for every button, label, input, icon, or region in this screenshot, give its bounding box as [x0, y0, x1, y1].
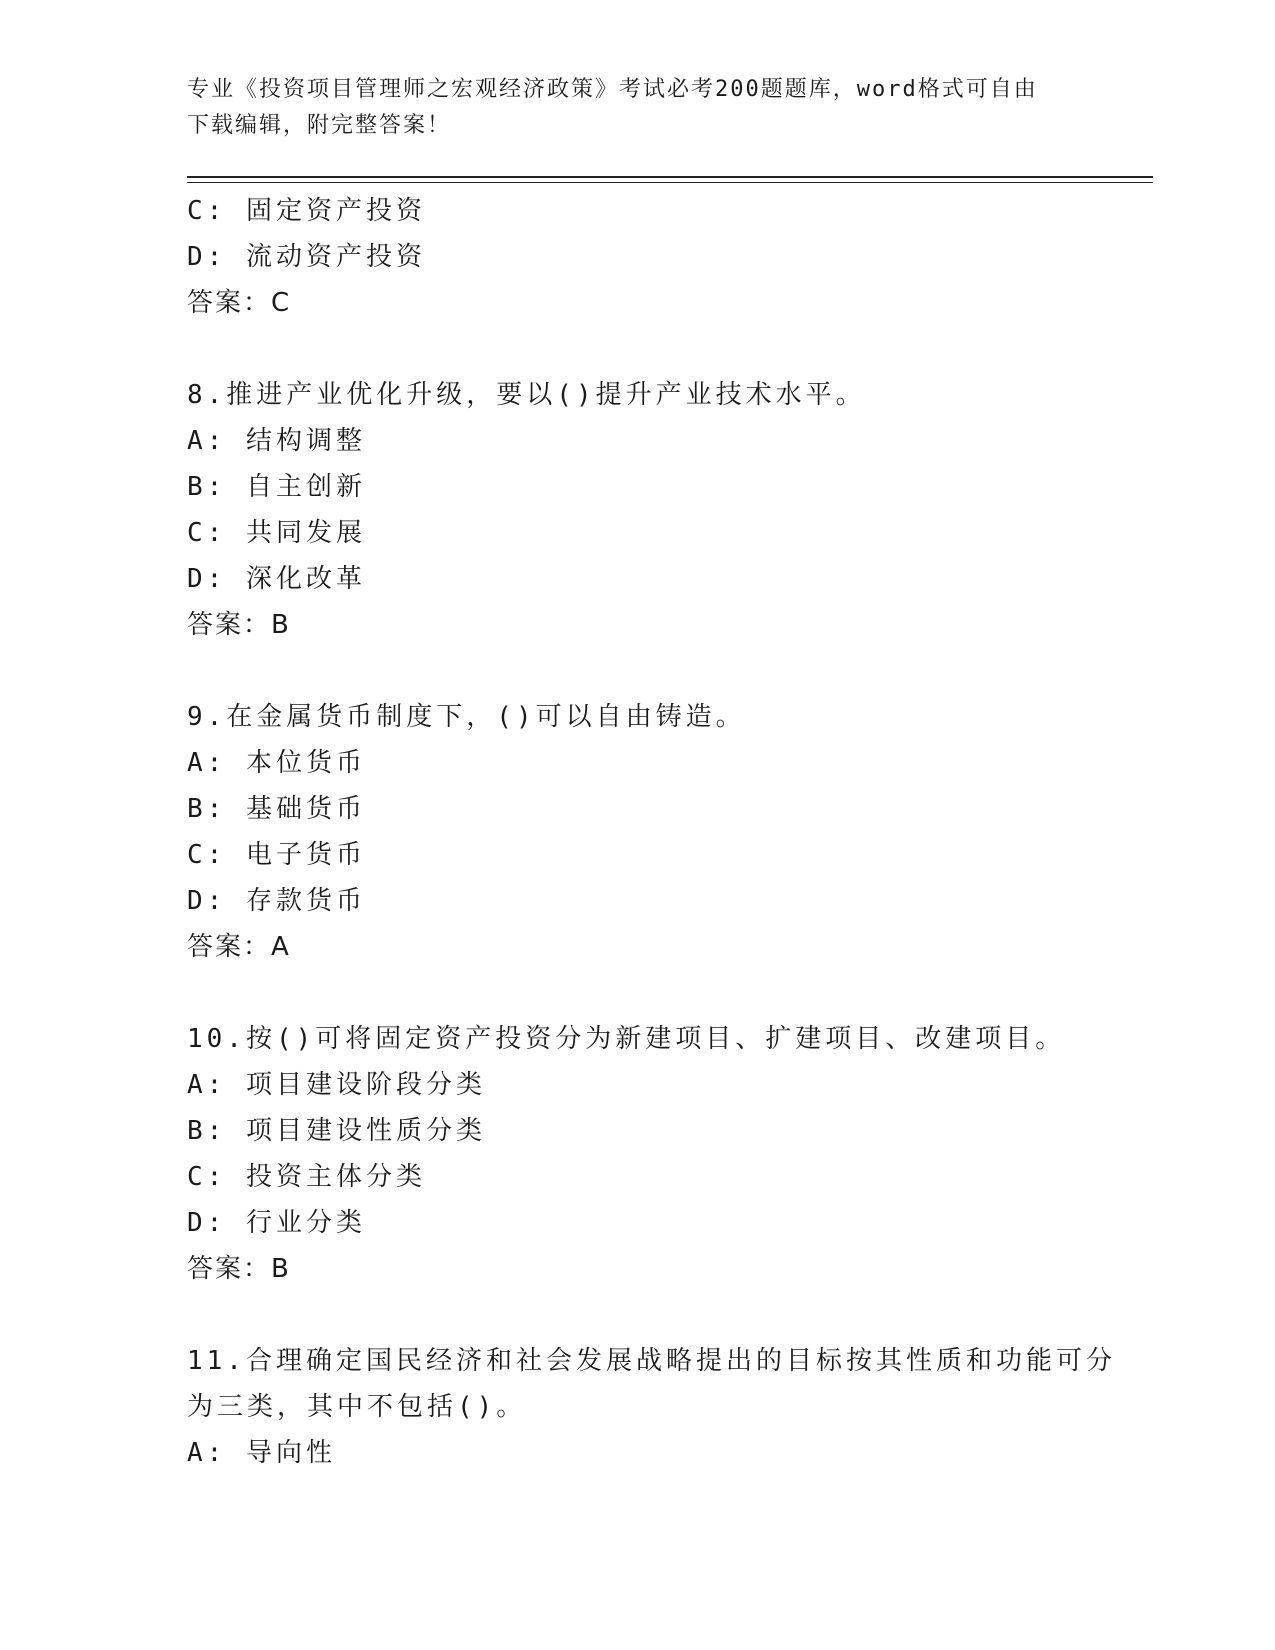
option-c: C: 电子货币: [187, 840, 366, 870]
question-11: [187, 1338, 1116, 1476]
question-text: 10.按()可将固定资产投资分为新建项目、扩建项目、改建项目。: [187, 1024, 1066, 1054]
option-a: A: 本位货币: [187, 748, 366, 778]
header-line-1: 专业《投资项目管理师之宏观经济政策》考试必考200题题库，word格式可自由: [187, 77, 1038, 102]
question-8: [187, 372, 1087, 648]
answer-line: 答案：B: [187, 610, 291, 640]
option-d: D: 深化改革: [187, 564, 366, 594]
header-divider-thin: [187, 182, 1153, 183]
header-divider-thick: [187, 176, 1153, 178]
option-c: C: 固定资产投资: [187, 196, 426, 226]
option-c: C: 投资主体分类: [187, 1162, 426, 1192]
question-list: [187, 188, 1116, 1476]
option-a: A: 项目建设阶段分类: [187, 1070, 486, 1100]
answer-line: 答案：A: [187, 932, 291, 962]
question-text-line-2: 为三类，其中不包括()。: [187, 1392, 527, 1422]
question-text: 9.在金属货币制度下，()可以自由铸造。: [187, 702, 746, 732]
option-b: B: 基础货币: [187, 794, 366, 824]
option-d: D: 存款货币: [187, 886, 366, 916]
question-text-line-1: 11.合理确定国民经济和社会发展战略提出的目标按其性质和功能可分: [187, 1346, 1116, 1376]
option-a: A: 导向性: [187, 1438, 336, 1468]
option-c: C: 共同发展: [187, 518, 366, 548]
answer-line: 答案：C: [187, 288, 292, 318]
header-line-2: 下载编辑，附完整答案！: [187, 113, 452, 138]
option-b: B: 项目建设性质分类: [187, 1116, 486, 1146]
answer-line: 答案：B: [187, 1254, 291, 1284]
question-7-continued: [187, 188, 1087, 326]
option-d: D: 流动资产投资: [187, 242, 426, 272]
option-d: D: 行业分类: [187, 1208, 366, 1238]
option-b: B: 自主创新: [187, 472, 366, 502]
option-a: A: 结构调整: [187, 426, 366, 456]
question-9: [187, 694, 1087, 970]
document-header: [187, 72, 1087, 144]
question-text: 8.推进产业优化升级，要以()提升产业技术水平。: [187, 380, 866, 410]
question-10: [187, 1016, 1087, 1292]
